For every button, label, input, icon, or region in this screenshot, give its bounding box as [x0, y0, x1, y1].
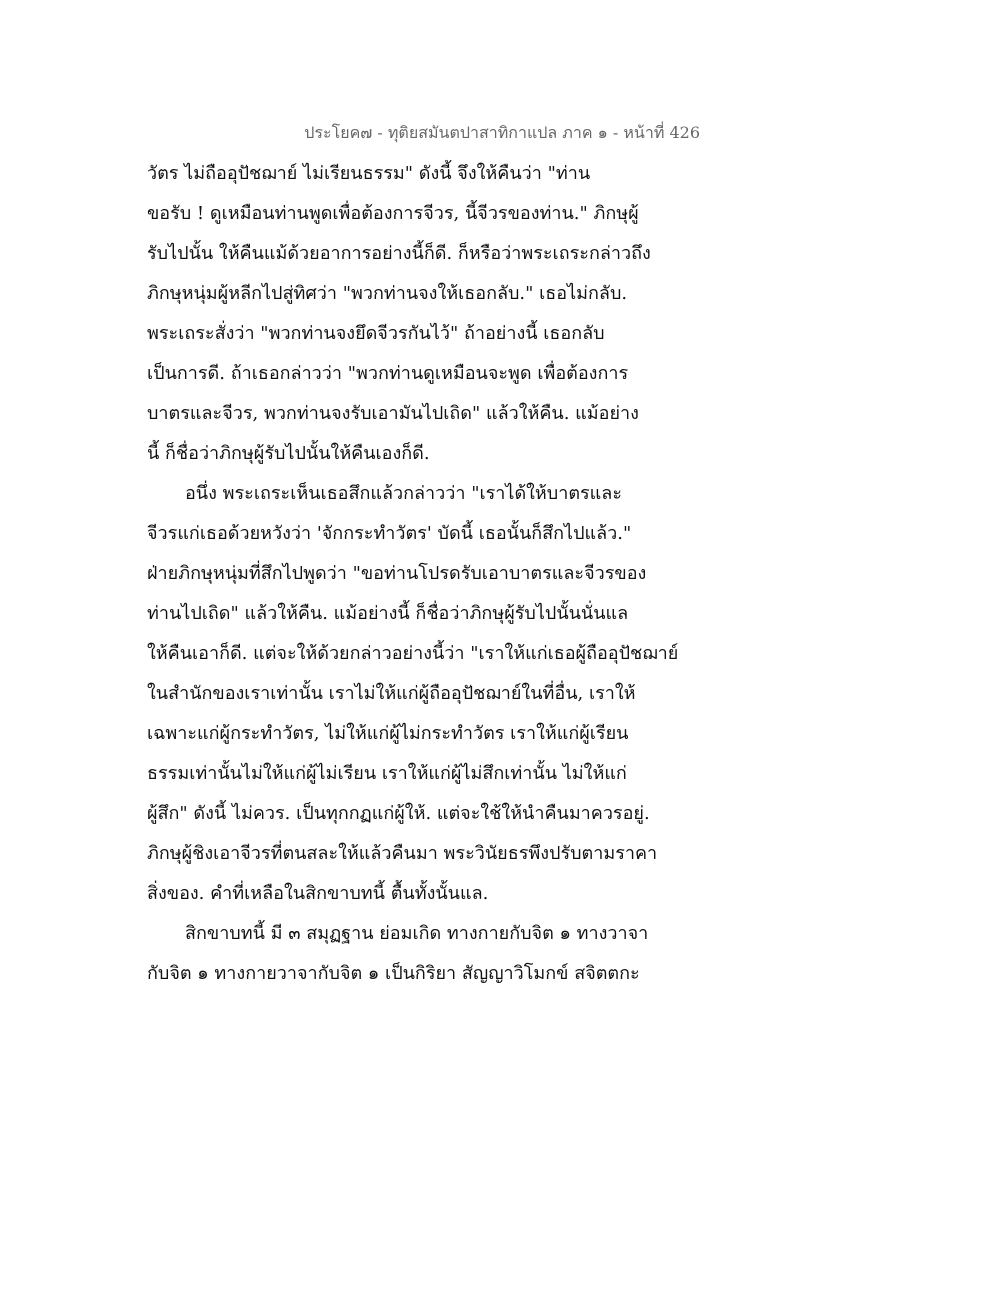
text-line: ธรรมเท่านั้นไม่ให้แก่ผู้ไม่เรียน เราให้แก่ผู้ไม่สึกเท่านั้น ไม่ให้แก่	[147, 763, 627, 784]
text-line: พระเถระสั่งว่า "พวกท่านจงยึดจีวรกันไว้" ถ้าอย่างนี้ เธอกลับ	[147, 323, 605, 344]
text-line: รับไปนั้น ให้คืนแม้ด้วยอาการอย่างนี้ก็ดี. ก็หรือว่าพระเถระกล่าวถึง	[147, 243, 651, 264]
text-line: ภิกษุหนุ่มผู้หลีกไปสู่ทิศว่า "พวกท่านจงให้เธอกลับ." เธอไม่กลับ.	[147, 283, 628, 304]
text-line: ท่านไปเถิด" แล้วให้คืน. แม้อย่างนี้ ก็ชื่อว่าภิกษุผู้รับไปนั้นนั่นแล	[147, 603, 629, 624]
text-line: นี้ ก็ชื่อว่าภิกษุผู้รับไปนั้นให้คืนเองก็ดี.	[147, 443, 430, 464]
text-line: ภิกษุผู้ชิงเอาจีวรที่ตนสละให้แล้วคืนมา พระวินัยธรพึงปรับตามราคา	[147, 843, 658, 864]
text-line: สิ่งของ. คำที่เหลือในสิกขาบทนี้ ตื้นทั้งนั้นแล.	[147, 883, 489, 904]
text-line: ผู้สึก" ดังนี้ ไม่ควร. เป็นทุกกฏแก่ผู้ให้. แต่จะใช้ให้นำคืนมาควรอยู่.	[147, 803, 650, 824]
paragraph-start-line: สิกขาบทนี้ มี ๓ สมุฏฐาน ย่อมเกิด ทางกายกับจิต ๑ ทางวาจา	[185, 923, 649, 944]
body-text	[147, 154, 707, 994]
text-line: จีวรแก่เธอด้วยหวังว่า 'จักกระทำวัตร' บัดนี้ เธอนั้นก็สึกไปแล้ว."	[147, 523, 632, 544]
text-line: ฝ่ายภิกษุหนุ่มที่สึกไปพูดว่า "ขอท่านโปรดรับเอาบาตรและจีวรของ	[147, 563, 647, 584]
text-line: บาตรและจีวร, พวกท่านจงรับเอามันไปเถิด" แล้วให้คืน. แม้อย่าง	[147, 403, 639, 424]
text-line: ในสำนักของเราเท่านั้น เราไม่ให้แก่ผู้ถืออุปัชฌาย์ในที่อื่น, เราให้	[147, 683, 636, 704]
text-line: ให้คืนเอาก็ดี. แต่จะให้ด้วยกล่าวอย่างนี้ว่า "เราให้แก่เธอผู้ถืออุปัชฌาย์	[147, 643, 679, 664]
text-line: กับจิต ๑ ทางกายวาจากับจิต ๑ เป็นกิริยา สัญญาวิโมกข์ สจิตตกะ	[147, 963, 640, 984]
page-header: ประโยค๗ - ทุติยสมันตปาสาทิกาแปล ภาค ๑ - หน้าที่ 426	[304, 123, 700, 142]
text-line: ขอรับ ! ดูเหมือนท่านพูดเพื่อต้องการจีวร, นี้จีวรของท่าน." ภิกษุผู้	[147, 203, 639, 224]
text-line: เป็นการดี. ถ้าเธอกล่าวว่า "พวกท่านดูเหมือนจะพูด เพื่อต้องการ	[147, 363, 629, 384]
text-line: วัตร ไม่ถืออุปัชฌาย์ ไม่เรียนธรรม" ดังนี้ จึงให้คืนว่า "ท่าน	[147, 163, 591, 184]
text-line: เฉพาะแก่ผู้กระทำวัตร, ไม่ให้แก่ผู้ไม่กระทำวัตร เราให้แก่ผู้เรียน	[147, 723, 629, 744]
paragraph-start-line: อนึ่ง พระเถระเห็นเธอสึกแล้วกล่าวว่า "เราได้ให้บาตรและ	[185, 483, 622, 504]
